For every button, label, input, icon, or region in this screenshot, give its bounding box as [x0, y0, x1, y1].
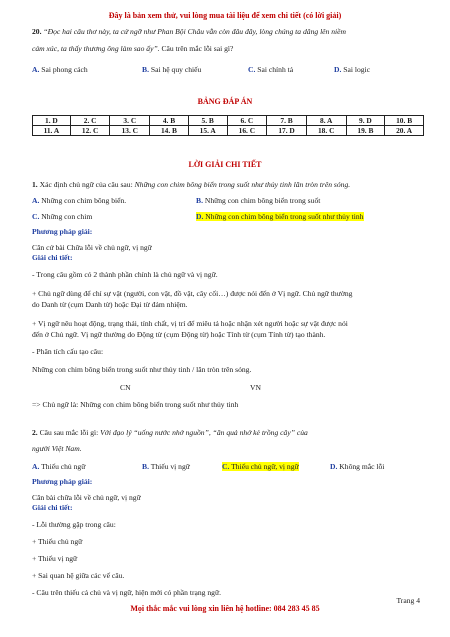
s1-cn-label: CN: [120, 383, 131, 392]
answer-cell: 10. B: [385, 116, 424, 126]
s2-line-2: + Thiếu chủ ngữ: [32, 537, 83, 546]
answer-cell: 12. C: [70, 126, 110, 136]
s1-question: [32, 180, 420, 190]
s1-line-2: + Chủ ngữ dùng để chỉ sự vật (người, con vật, đồ vật, cây cối…) được nói đến ở Vị ngữ. Chủ ngữ thường: [32, 289, 353, 298]
table-row: [33, 126, 424, 136]
s1-detail-label: Giải chi tiết:: [32, 253, 73, 262]
s1-option-c: C. Những con chim: [32, 212, 93, 221]
answer-cell: 9. D: [346, 116, 385, 126]
q20-quote-line2: cảm xúc, ta thấy thương ông làm sao ấy”.: [32, 44, 160, 53]
s2-option-c-correct: C. Thiếu chủ ngữ, vị ngữ: [222, 462, 299, 471]
s2-sentence-line1: Với đạo lý “uống nước nhớ nguồn”, “ăn quả nhớ kẻ trồng cây” của: [100, 428, 308, 437]
answer-cell: 17. D: [267, 126, 307, 136]
s2-option-b: B. Thiếu vị ngữ: [142, 462, 190, 471]
answer-cell: 8. A: [306, 116, 346, 126]
q20-text-line1: [32, 27, 420, 37]
s1-line-6: - Phân tích cấu tạo câu:: [32, 347, 104, 356]
s2-prompt: Câu sau mắc lỗi gì:: [37, 428, 101, 437]
s2-method-text: Căn bài chữa lỗi về chủ ngữ, vị ngữ: [32, 493, 141, 502]
s1-options-row2: [32, 212, 424, 222]
s2-option-a: A. Thiếu chủ ngữ: [32, 462, 86, 471]
table-row: [33, 116, 424, 126]
s1-option-b: B. Những con chim bông biển trong suốt: [196, 196, 321, 205]
s1-options-row1: [32, 196, 424, 206]
s2-line-1: - Lỗi thường gặp trong câu:: [32, 520, 116, 529]
s1-sentence: Những con chim bông biển trong suốt như thủy tinh lăn tròn trên sóng.: [134, 180, 351, 189]
s1-prompt: Xác định chủ ngữ của câu sau:: [37, 180, 135, 189]
s1-line-4: + Vị ngữ nêu hoạt động, trạng thái, tính chất, vị trí để miêu tả hoặc nhận xét người hoặc sự vật được nói: [32, 319, 348, 328]
q20-options: [32, 65, 424, 75]
answer-key-title: BẢNG ĐÁP ÁN: [197, 97, 253, 106]
answer-cell: 6. C: [227, 116, 267, 126]
s2-detail-label: Giải chi tiết:: [32, 503, 73, 512]
s1-number: 1.: [32, 180, 38, 189]
q20-option-d: D. Sai logic: [334, 65, 371, 74]
q20-number: 20.: [32, 27, 42, 36]
answer-cell: 15. A: [188, 126, 227, 136]
s2-number: 2.: [32, 428, 38, 437]
page-number: Trang 4: [396, 596, 420, 605]
s2-line-5: - Câu trên thiếu cả chủ và vị ngữ, hiện mới có phần trạng ngữ.: [32, 588, 221, 597]
q20-question: Câu trên mắc lỗi sai gì?: [159, 44, 234, 53]
answer-cell: 19. B: [346, 126, 385, 136]
answer-cell: 13. C: [110, 126, 150, 136]
answer-cell: 16. C: [227, 126, 267, 136]
s1-vn-label: VN: [250, 383, 261, 392]
answer-cell: 14. B: [150, 126, 189, 136]
s2-sentence-line2: người Việt Nam.: [32, 444, 82, 453]
s2-question-line1: [32, 428, 420, 438]
s2-option-d: D. Không mắc lỗi: [330, 462, 385, 471]
hotline-footer: Mọi thắc mắc vui lòng xin liên hệ hotline: 084 283 45 85: [130, 604, 320, 613]
answer-key-table: [32, 115, 424, 136]
s2-options: [32, 462, 424, 472]
answer-cell: 11. A: [33, 126, 71, 136]
s2-line-3: + Thiếu vị ngữ: [32, 554, 78, 563]
s2-method-label: Phương pháp giải:: [32, 477, 93, 486]
s1-line-5: đến ở Chủ ngữ. Vị ngữ thường do Động từ (cụm Động từ) hoặc Tính từ (cụm Tính từ) tạo thành.: [32, 330, 326, 339]
answer-cell: 20. A: [385, 126, 424, 136]
s1-line-3: do Danh từ (cụm Danh từ) hoặc Đại từ đảm nhiệm.: [32, 300, 188, 309]
answer-cell: 3. C: [110, 116, 150, 126]
q20-quote-line1: “Đọc hai câu thơ này, ta cứ ngỡ như Phan Bội Châu vẫn còn đâu đây, lòng chúng ta dâng lên niềm: [43, 27, 347, 36]
answer-cell: 18. C: [306, 126, 346, 136]
answer-cell: 2. C: [70, 116, 110, 126]
s1-method-label: Phương pháp giải:: [32, 227, 93, 236]
answer-cell: 4. B: [150, 116, 189, 126]
preview-notice: Đây là bản xem thử, vui lòng mua tài liệu để xem chi tiết (có lời giải): [108, 11, 342, 20]
s1-conclusion: => Chủ ngữ là: Những con chim bông biển trong suốt như thủy tinh: [32, 400, 239, 409]
answer-cell: 1. D: [33, 116, 71, 126]
q20-text-line2: [32, 44, 420, 54]
s1-line-1: - Trong câu gồm có 2 thành phần chính là chủ ngữ và vị ngữ.: [32, 270, 218, 279]
s1-line-7: Những con chim bông biển trong suốt như thủy tinh / lăn tròn trên sóng.: [32, 365, 252, 374]
answer-cell: 5. B: [188, 116, 227, 126]
solutions-title: LỜI GIẢI CHI TIẾT: [188, 160, 262, 169]
s1-option-d-correct: D. Những con chim bông biển trong suốt như thủy tinh: [196, 212, 364, 221]
s2-line-4: + Sai quan hệ giữa các vế câu.: [32, 571, 125, 580]
s1-method-text: Căn cứ bài Chữa lỗi về chủ ngữ, vị ngữ: [32, 243, 152, 252]
q20-option-c: C. Sai chính tả: [248, 65, 294, 74]
s1-option-a: A. Những con chim bông biển.: [32, 196, 127, 205]
q20-option-a: A. Sai phong cách: [32, 65, 88, 74]
q20-option-b: B. Sai hệ quy chiếu: [142, 65, 202, 74]
answer-cell: 7. B: [267, 116, 307, 126]
